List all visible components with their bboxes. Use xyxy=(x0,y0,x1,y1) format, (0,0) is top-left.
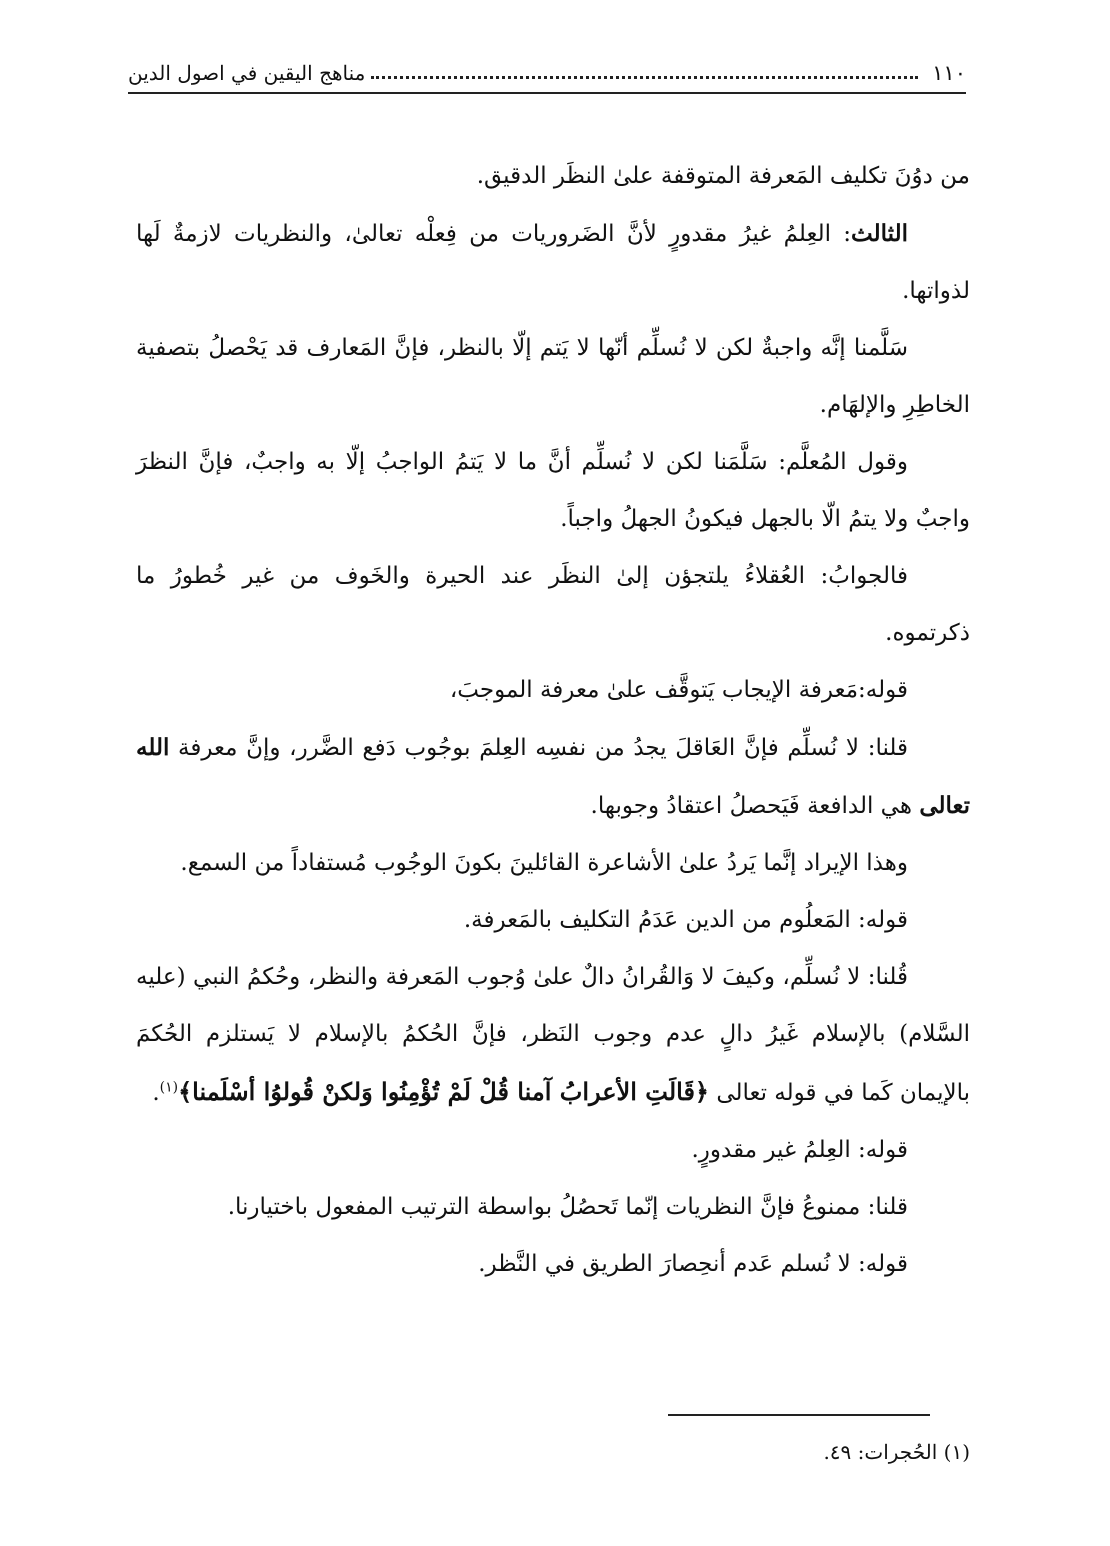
paragraph: قلنا: لا نُسلِّم فإنَّ العَاقلَ يجدُ من نفسِه العِلمَ بوجُوب دَفع الضَّرر، وإنَّ معرفة الله تعالى هي الدافعة فَيَحصلُ اعتقادُ وجوبها. xyxy=(136,734,970,819)
running-header xyxy=(128,56,966,90)
quran-verse: ﴿قَالَتِ الأعرابُ آمنا قُلْ لَمْ تُؤْمِنُوا وَلكنْ قُولوُا أسْلَمنا﴾ xyxy=(178,1077,709,1106)
footnote: (١) الحُجرات: ٤٩. xyxy=(823,1440,970,1464)
paragraph: فالجوابُ: العُقلاءُ يلتجؤن إلىٰ النظَر عند الحيرة والخَوف من غير خُطورُ ما ذكرتموه. xyxy=(136,563,970,646)
paragraph: قوله: المَعلُوم من الدين عَدَمُ التكليف بالمَعرفة. xyxy=(463,907,908,933)
bold-term: الثالث xyxy=(851,220,908,247)
header-rule xyxy=(128,92,966,94)
paragraph: الثالث: العِلمُ غيرُ مقدورٍ لأنَّ الضَروريات من فِعلْه تعالىٰ، والنظريات لازمةٌ لَها لذواتها. xyxy=(136,220,970,304)
paragraph: وقول المُعلَّم: سَلَّمَنا لكن لا نُسلِّم أنَّ ما لا يَتمُ الواجبُ إلّا به واجبٌ، فإنَّ النظرَ واجبٌ ولا يتمُ الّا بالجهل فيكونُ الجهلُ واجباً. xyxy=(136,449,970,532)
paragraph: قلنا: ممنوعُ فإنَّ النظريات إنّما تَحصُلُ بواسطة الترتيب المفعول باختيارنا. xyxy=(227,1194,908,1220)
paragraph: قوله:مَعرفة الإيجاب يَتوقَّف علىٰ معرفة الموجبَ، xyxy=(449,677,908,703)
main-text xyxy=(136,148,970,1293)
running-title: مناهج اليقين في اصول الدين xyxy=(128,61,366,85)
footnote-rule xyxy=(668,1414,930,1416)
paragraph: قُلنا: لا نُسلِّم، وكيفَ لا وَالقُرانُ دالٌ علىٰ وُجوب المَعرفة والنظر، وحُكمُ النبي (عليه السَّلام) بالإسلام غَيرُ دالٍ عدم وجوب النَظر، فإنَّ الحُكمُ بالإسلام لا يَستلزم الحُكمَ بالإيمان كَما في قوله تعالى ﴿قَالَتِ الأعرابُ آمنا قُلْ لَمْ تُؤْمِنُوا وَلكنْ قُولوُا أسْلَمنا﴾$^{(١)}$. xyxy=(136,964,970,1106)
footnote-ref: (١) xyxy=(159,1079,179,1096)
paragraph: قوله: العِلمُ غير مقدورٍ. xyxy=(691,1137,908,1163)
paragraph: من دوُنَ تكليف المَعرفة المتوقفة علىٰ النظَر الدقيق. xyxy=(476,163,970,189)
header-dot-leader xyxy=(371,76,918,79)
paragraph: قوله: لا نُسلم عَدم أنحِصارَ الطريق في النَّظر. xyxy=(478,1251,908,1277)
paragraph: سَلَّمنا إنَّه واجبةٌ لكن لا نُسلِّم أنّها لا يَتم إلّا بالنظر، فإنَّ المَعارف قد يَحْصلُ بتصفية الخاطِرِ والإلهَام. xyxy=(136,335,970,418)
divine-name: الله تعالى xyxy=(136,734,970,819)
page-number: ١١٠ xyxy=(932,61,966,85)
paragraph: وهذا الإيراد إنَّما يَردُ علىٰ الأشاعرة القائلينَ بكونَ الوجُوب مُستفاداً من السمع. xyxy=(180,850,908,876)
